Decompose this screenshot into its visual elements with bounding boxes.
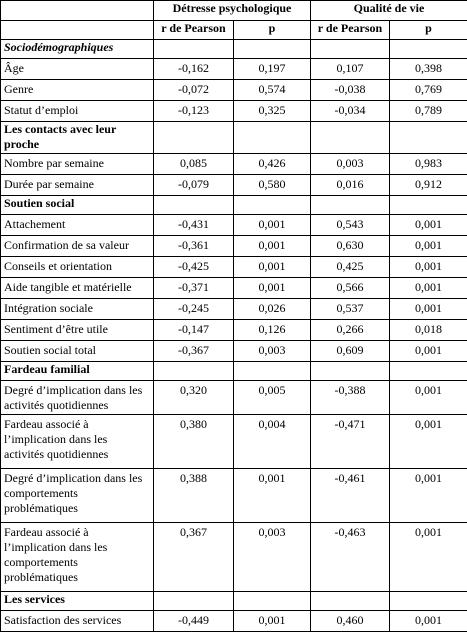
cell-p2: 0,983 — [390, 154, 467, 175]
header-p-2: p — [390, 21, 467, 40]
row-label: Sentiment d’être utile — [1, 320, 154, 341]
cell-r2: 0,107 — [311, 59, 390, 80]
table-row — [1, 257, 467, 278]
cell-p1: 0,001 — [234, 611, 311, 632]
cell-r1: -0,425 — [154, 257, 234, 278]
table-row — [1, 469, 467, 523]
cell-p1: 0,005 — [234, 381, 311, 415]
row-label: Degré d’implication dans les comportements problématiques — [1, 469, 154, 523]
cell-r1: -0,367 — [154, 341, 234, 362]
cell-p2: 0,001 — [390, 469, 467, 523]
section-title: Fardeau familial — [1, 362, 154, 381]
section-row — [1, 122, 467, 154]
cell-r2: -0,038 — [311, 80, 390, 101]
cell-p2: 0,001 — [390, 611, 467, 632]
row-label: Durée par semaine — [1, 175, 154, 196]
table-row — [1, 101, 467, 122]
table-row — [1, 236, 467, 257]
table-row — [1, 415, 467, 469]
cell-p1: 0,003 — [234, 341, 311, 362]
cell-r1: -0,072 — [154, 80, 234, 101]
row-label: Nombre par semaine — [1, 154, 154, 175]
header-empty-cell — [1, 21, 154, 40]
cell-r2: -0,388 — [311, 381, 390, 415]
cell-p1: 0,003 — [234, 523, 311, 592]
cell-p1: 0,197 — [234, 59, 311, 80]
cell-p1: 0,001 — [234, 215, 311, 236]
cell-p2: 0,018 — [390, 320, 467, 341]
row-label: Statut d’emploi — [1, 101, 154, 122]
cell-r2: 0,460 — [311, 611, 390, 632]
cell-r2: -0,471 — [311, 415, 390, 469]
cell-r1: 0,367 — [154, 523, 234, 592]
cell-r2: 0,630 — [311, 236, 390, 257]
table-row — [1, 59, 467, 80]
table-row — [1, 175, 467, 196]
row-label: Attachement — [1, 215, 154, 236]
header-r-2: r de Pearson — [311, 21, 390, 40]
cell-p2: 0,789 — [390, 101, 467, 122]
table-row — [1, 80, 467, 101]
cell-p1: 0,574 — [234, 80, 311, 101]
cell-r1: -0,361 — [154, 236, 234, 257]
section-title: Les contacts avec leur proche — [1, 122, 154, 154]
cell-p2: 0,001 — [390, 257, 467, 278]
row-label: Genre — [1, 80, 154, 101]
cell-r2: 0,566 — [311, 278, 390, 299]
cell-p2: 0,001 — [390, 215, 467, 236]
cell-r2: 0,003 — [311, 154, 390, 175]
cell-p2: 0,398 — [390, 59, 467, 80]
cell-r2: 0,425 — [311, 257, 390, 278]
header-empty-cell — [1, 1, 154, 21]
cell-p1: 0,580 — [234, 175, 311, 196]
section-row — [1, 362, 467, 381]
header-row-groups — [1, 1, 467, 21]
cell-p1: 0,325 — [234, 101, 311, 122]
row-label: Conseils et orientation — [1, 257, 154, 278]
header-detresse: Détresse psychologique — [154, 1, 311, 21]
table-row — [1, 215, 467, 236]
row-label: Confirmation de sa valeur — [1, 236, 154, 257]
cell-r2: 0,609 — [311, 341, 390, 362]
cell-p2: 0,769 — [390, 80, 467, 101]
section-row — [1, 196, 467, 215]
cell-p1: 0,001 — [234, 257, 311, 278]
cell-r1: -0,449 — [154, 611, 234, 632]
section-title: Sociodémographiques — [1, 40, 154, 59]
row-label: Fardeau associé à l’implication dans les activités quotidiennes — [1, 415, 154, 469]
cell-p1: 0,001 — [234, 236, 311, 257]
cell-r1: -0,147 — [154, 320, 234, 341]
table-row — [1, 320, 467, 341]
cell-r1: 0,388 — [154, 469, 234, 523]
cell-p2: 0,001 — [390, 278, 467, 299]
cell-r1: -0,371 — [154, 278, 234, 299]
cell-p2: 0,001 — [390, 523, 467, 592]
section-title: Soutien social — [1, 196, 154, 215]
cell-r1: -0,123 — [154, 101, 234, 122]
cell-r2: -0,034 — [311, 101, 390, 122]
table-row — [1, 523, 467, 592]
cell-p2: 0,001 — [390, 299, 467, 320]
row-label: Âge — [1, 59, 154, 80]
cell-r1: 0,320 — [154, 381, 234, 415]
cell-p1: 0,001 — [234, 278, 311, 299]
cell-r2: -0,461 — [311, 469, 390, 523]
cell-p2: 0,001 — [390, 341, 467, 362]
header-r-1: r de Pearson — [154, 21, 234, 40]
cell-r2: 0,543 — [311, 215, 390, 236]
cell-p2: 0,001 — [390, 415, 467, 469]
section-row — [1, 40, 467, 59]
table-row — [1, 154, 467, 175]
cell-r2: 0,537 — [311, 299, 390, 320]
cell-r2: -0,463 — [311, 523, 390, 592]
cell-p2: 0,001 — [390, 236, 467, 257]
header-qualite-vie: Qualité de vie — [311, 1, 467, 21]
section-title: Les services — [1, 592, 154, 611]
cell-p2: 0,001 — [390, 381, 467, 415]
cell-p1: 0,126 — [234, 320, 311, 341]
section-row — [1, 592, 467, 611]
row-label: Soutien social total — [1, 341, 154, 362]
table-row — [1, 381, 467, 415]
cell-r1: 0,085 — [154, 154, 234, 175]
cell-r1: -0,162 — [154, 59, 234, 80]
row-label: Fardeau associé à l’implication dans les comportements problématiques — [1, 523, 154, 592]
table-row — [1, 278, 467, 299]
cell-r1: 0,380 — [154, 415, 234, 469]
header-row-stats — [1, 21, 467, 40]
cell-r1: -0,245 — [154, 299, 234, 320]
cell-p1: 0,004 — [234, 415, 311, 469]
cell-r2: 0,266 — [311, 320, 390, 341]
table-row — [1, 299, 467, 320]
table-row — [1, 611, 467, 632]
cell-r1: -0,079 — [154, 175, 234, 196]
row-label: Degré d’implication dans les activités quotidiennes — [1, 381, 154, 415]
cell-p1: 0,426 — [234, 154, 311, 175]
cell-r1: -0,431 — [154, 215, 234, 236]
row-label: Aide tangible et matérielle — [1, 278, 154, 299]
cell-r2: 0,016 — [311, 175, 390, 196]
cell-p2: 0,912 — [390, 175, 467, 196]
cell-p1: 0,001 — [234, 469, 311, 523]
header-p-1: p — [234, 21, 311, 40]
cell-p1: 0,026 — [234, 299, 311, 320]
row-label: Satisfaction des services — [1, 611, 154, 632]
row-label: Intégration sociale — [1, 299, 154, 320]
table-row — [1, 341, 467, 362]
